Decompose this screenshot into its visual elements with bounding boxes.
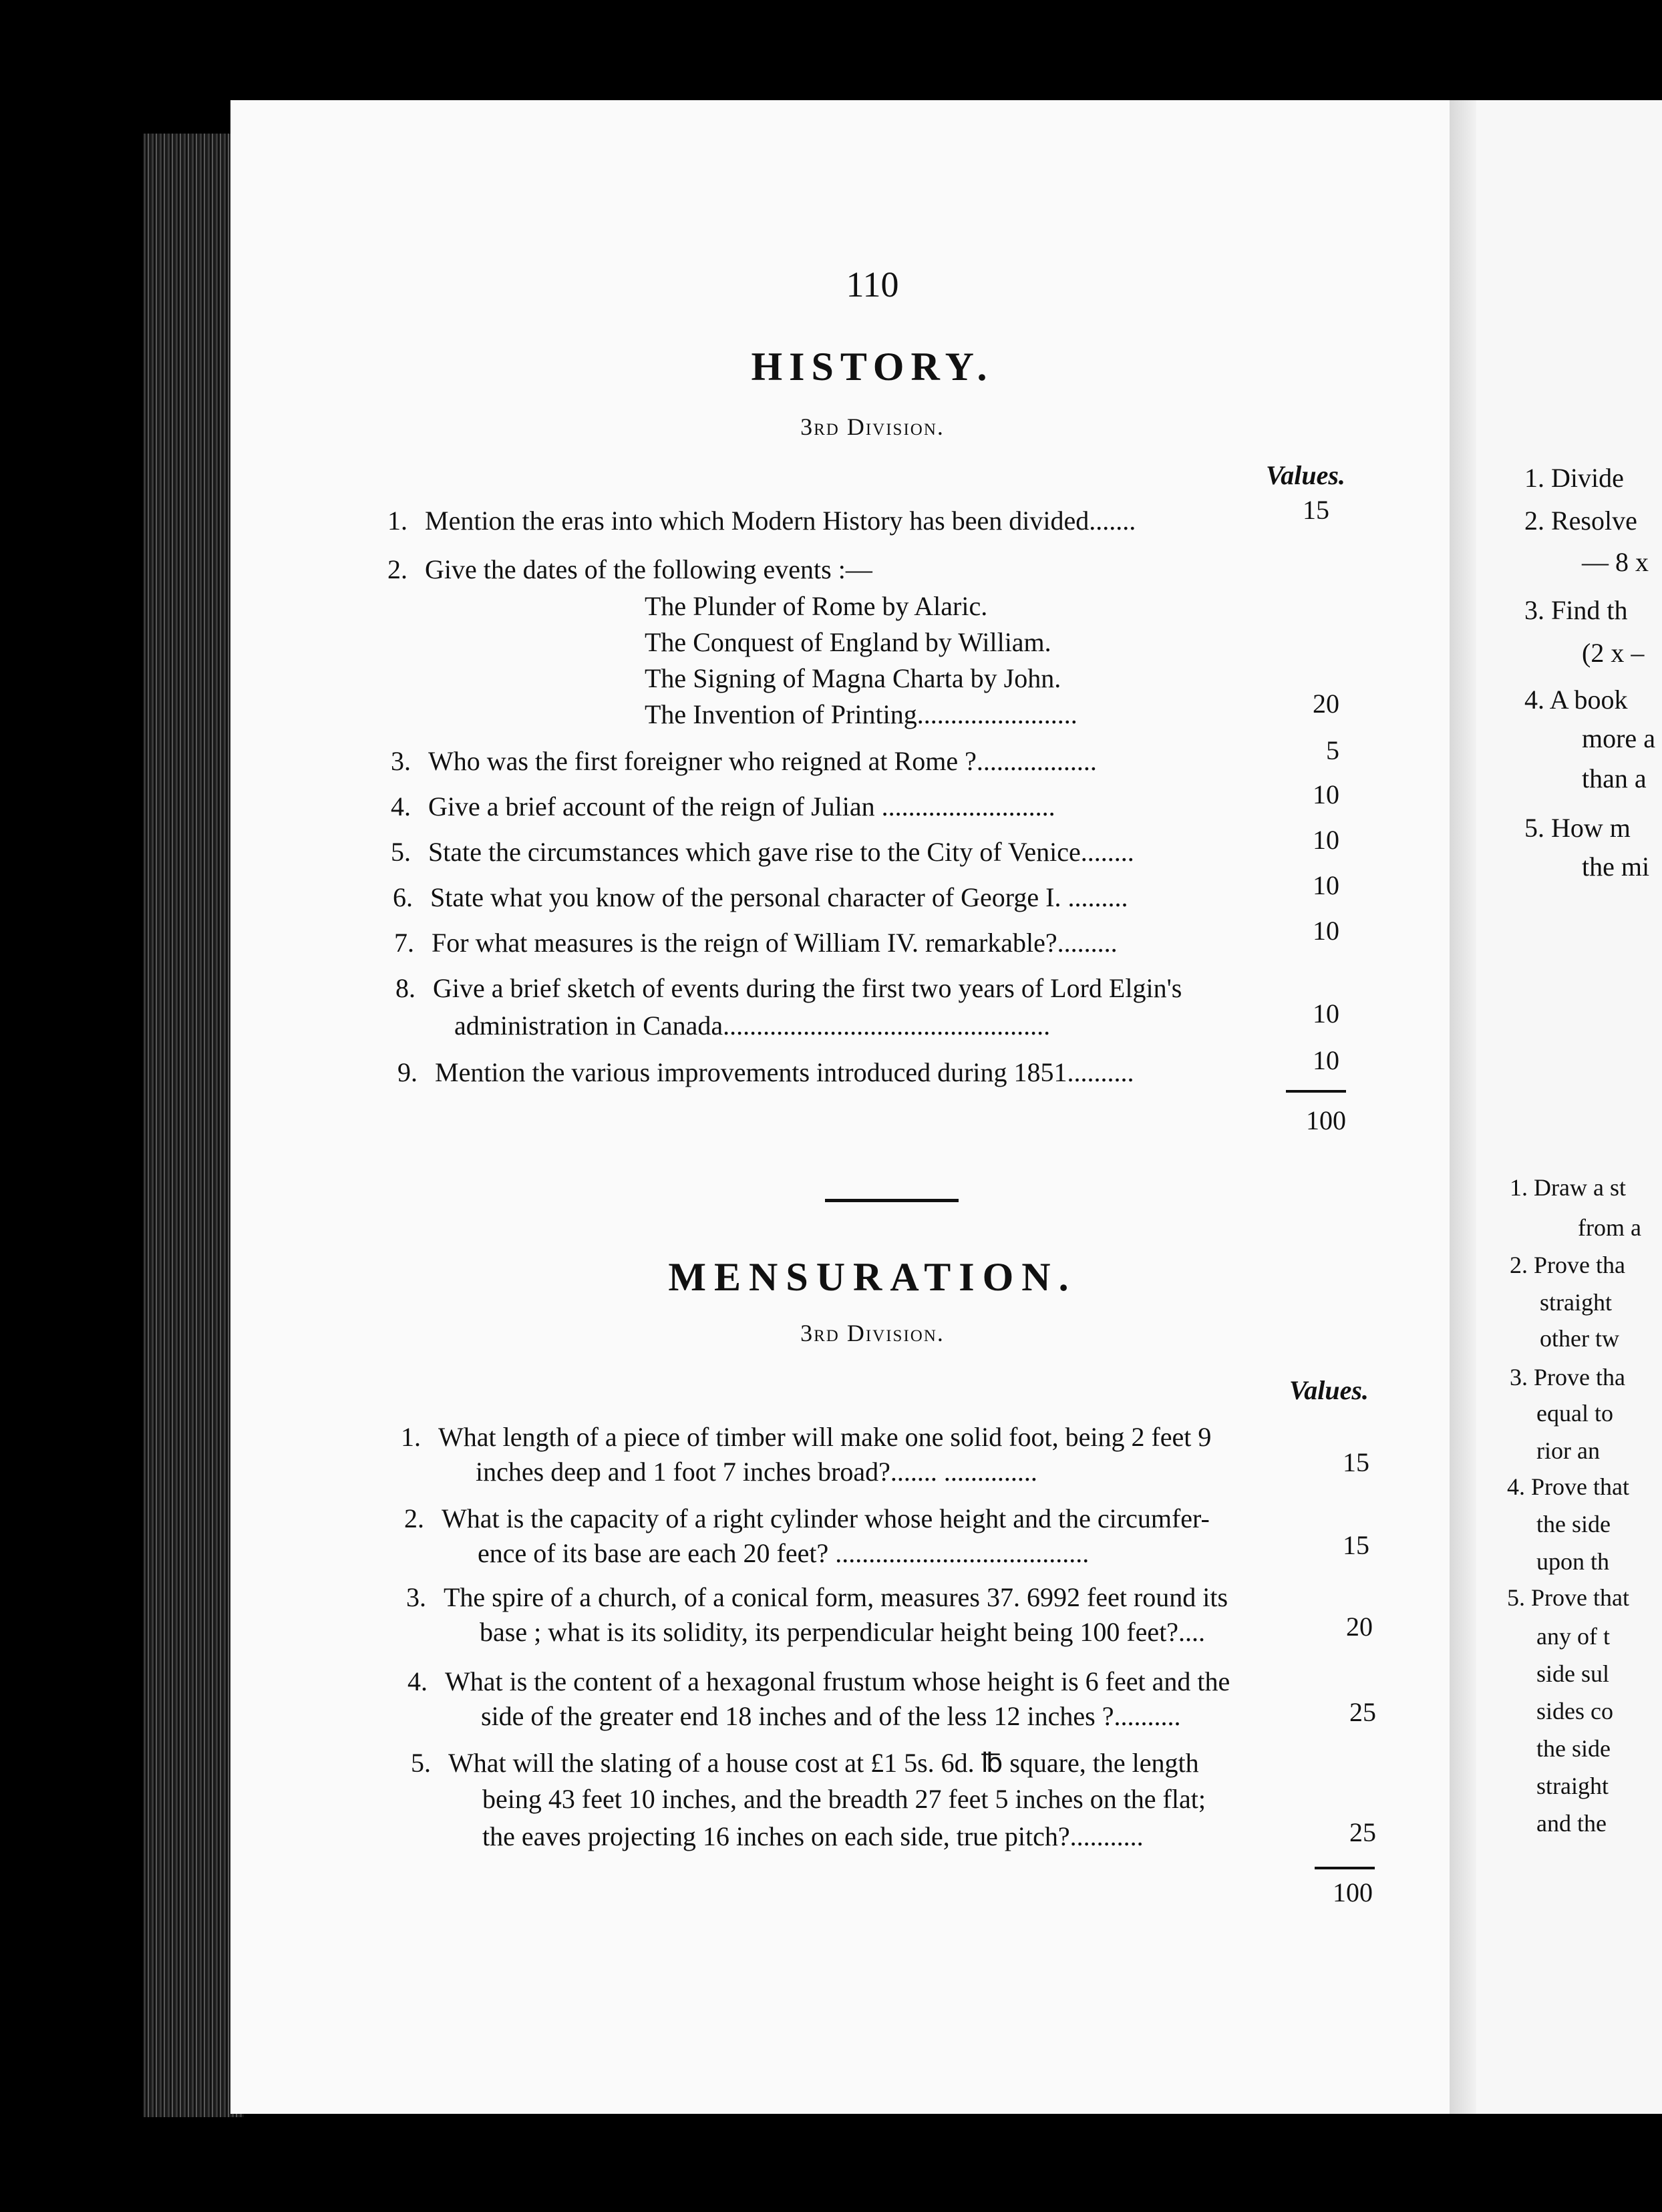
page-number: 110: [846, 264, 899, 305]
right-upper-line-7: more a: [1582, 723, 1655, 753]
right-lower-line-17: straight: [1536, 1773, 1609, 1799]
right-lower-line-7: equal to: [1536, 1400, 1613, 1427]
mensuration-question-2: 2. What is the capacity of a right cylinder whose height and the circumfer-: [404, 1503, 1210, 1533]
right-lower-line-6: 3. Prove tha: [1510, 1364, 1625, 1391]
mensuration-question-5: 5. What will the slating of a house cost at £1 5s. 6d. ℔ square, the length: [411, 1748, 1199, 1778]
right-lower-line-18: and the: [1536, 1810, 1607, 1837]
mensuration-division: 3rd Division.: [800, 1320, 945, 1346]
history-question-7: 7. For what measures is the reign of William IV. remarkable?.........: [394, 928, 1118, 958]
right-upper-line-10: the mi: [1582, 852, 1650, 882]
mensuration-question-4-cont: side of the greater end 18 inches and of the less 12 inches ?..........: [481, 1701, 1181, 1731]
history-value-4: 10: [1313, 779, 1339, 809]
mensuration-total: 100: [1333, 1877, 1373, 1907]
right-lower-line-10: the side: [1536, 1511, 1611, 1537]
right-lower-line-16: the side: [1536, 1735, 1611, 1762]
mensuration-value-2: 15: [1343, 1530, 1369, 1560]
right-upper-line-3: — 8 x: [1582, 547, 1649, 577]
mensuration-question-1: 1. What length of a piece of timber will make one solid foot, being 2 feet 9: [401, 1422, 1212, 1452]
history-total-rule: [1286, 1090, 1346, 1093]
section-divider: [825, 1199, 959, 1202]
history-total: 100: [1306, 1105, 1346, 1135]
history-value-7: 10: [1313, 916, 1339, 946]
right-lower-line-2: from a: [1578, 1214, 1641, 1241]
mensuration-question-5-line-3: the eaves projecting 16 inches on each side, true pitch?...........: [482, 1821, 1144, 1851]
history-value-8: 10: [1313, 998, 1339, 1029]
right-lower-line-15: sides co: [1536, 1698, 1613, 1724]
history-event-3: The Signing of Magna Charta by John.: [645, 663, 1061, 693]
right-lower-line-12: 5. Prove that: [1507, 1584, 1629, 1611]
history-values-label: Values.: [1266, 460, 1345, 490]
history-division: 3rd Division.: [800, 413, 945, 440]
mensuration-title: MENSURATION.: [668, 1255, 1077, 1299]
history-event-4: The Invention of Printing........................: [645, 699, 1077, 729]
mensuration-value-3: 20: [1346, 1612, 1373, 1642]
right-lower-line-3: 2. Prove tha: [1510, 1252, 1625, 1278]
history-value-2: 20: [1313, 689, 1339, 719]
right-lower-line-14: side sul: [1536, 1660, 1610, 1687]
right-upper-line-6: 4. A book: [1524, 685, 1628, 715]
right-lower-line-4: straight: [1540, 1289, 1612, 1316]
page-gutter: [1450, 100, 1476, 2114]
right-lower-line-11: upon th: [1536, 1548, 1610, 1575]
mensuration-question-1-cont: inches deep and 1 foot 7 inches broad?....... ..............: [476, 1457, 1037, 1487]
history-question-2: 2. Give the dates of the following events :—: [387, 554, 872, 584]
history-question-9: 9. Mention the various improvements introduced during 1851..........: [397, 1057, 1134, 1087]
history-value-5: 10: [1313, 825, 1339, 855]
right-lower-line-9: 4. Prove that: [1507, 1473, 1629, 1500]
right-lower-line-5: other tw: [1540, 1325, 1619, 1352]
history-value-3: 5: [1326, 735, 1339, 765]
mensuration-value-1: 15: [1343, 1447, 1369, 1477]
history-value-9: 10: [1313, 1045, 1339, 1075]
history-question-6: 6. State what you know of the personal character of George I. .........: [393, 882, 1128, 912]
right-upper-line-4: 3. Find th: [1524, 595, 1628, 625]
mensuration-values-label: Values.: [1289, 1375, 1369, 1405]
history-question-4: 4. Give a brief account of the reign of Julian ..........................: [391, 791, 1055, 821]
right-upper-line-1: 1. Divide: [1524, 463, 1624, 493]
right-upper-line-2: 2. Resolve: [1524, 506, 1637, 536]
history-question-5: 5. State the circumstances which gave rise to the City of Venice........: [391, 837, 1134, 867]
history-event-1: The Plunder of Rome by Alaric.: [645, 591, 988, 621]
mensuration-question-3-cont: base ; what is its solidity, its perpendicular height being 100 feet?....: [480, 1617, 1206, 1647]
mensuration-value-5: 25: [1349, 1817, 1376, 1847]
mensuration-question-4: 4. What is the content of a hexagonal frustum whose height is 6 feet and the: [407, 1666, 1230, 1696]
mensuration-total-rule: [1315, 1867, 1375, 1869]
mensuration-question-3: 3. The spire of a church, of a conical form, measures 37. 6992 feet round its: [406, 1582, 1228, 1612]
history-value-6: 10: [1313, 870, 1339, 900]
right-upper-line-9: 5. How m: [1524, 813, 1631, 843]
history-event-2: The Conquest of England by William.: [645, 627, 1051, 657]
right-lower-line-13: any of t: [1536, 1623, 1610, 1650]
mensuration-value-4: 25: [1349, 1697, 1376, 1727]
history-question-3: 3. Who was the first foreigner who reigned at Rome ?..................: [391, 746, 1097, 776]
history-question-8-cont: administration in Canada.................................................: [454, 1010, 1051, 1041]
history-title: HISTORY.: [751, 345, 994, 389]
history-question-8: 8. Give a brief sketch of events during the first two years of Lord Elgin's: [395, 973, 1182, 1003]
history-question-1: 1. Mention the eras into which Modern History has been divided.......: [387, 506, 1136, 536]
right-lower-line-8: rior an: [1536, 1437, 1600, 1464]
history-value-1: 15: [1303, 495, 1329, 525]
right-upper-line-8: than a: [1582, 763, 1647, 793]
right-upper-line-5: (2 x –: [1582, 638, 1645, 668]
mensuration-question-5-line-2: being 43 feet 10 inches, and the breadth 27 feet 5 inches on the flat;: [482, 1784, 1206, 1814]
right-lower-line-1: 1. Draw a st: [1510, 1174, 1626, 1201]
mensuration-question-2-cont: ence of its base are each 20 feet? ......................................: [478, 1538, 1090, 1568]
